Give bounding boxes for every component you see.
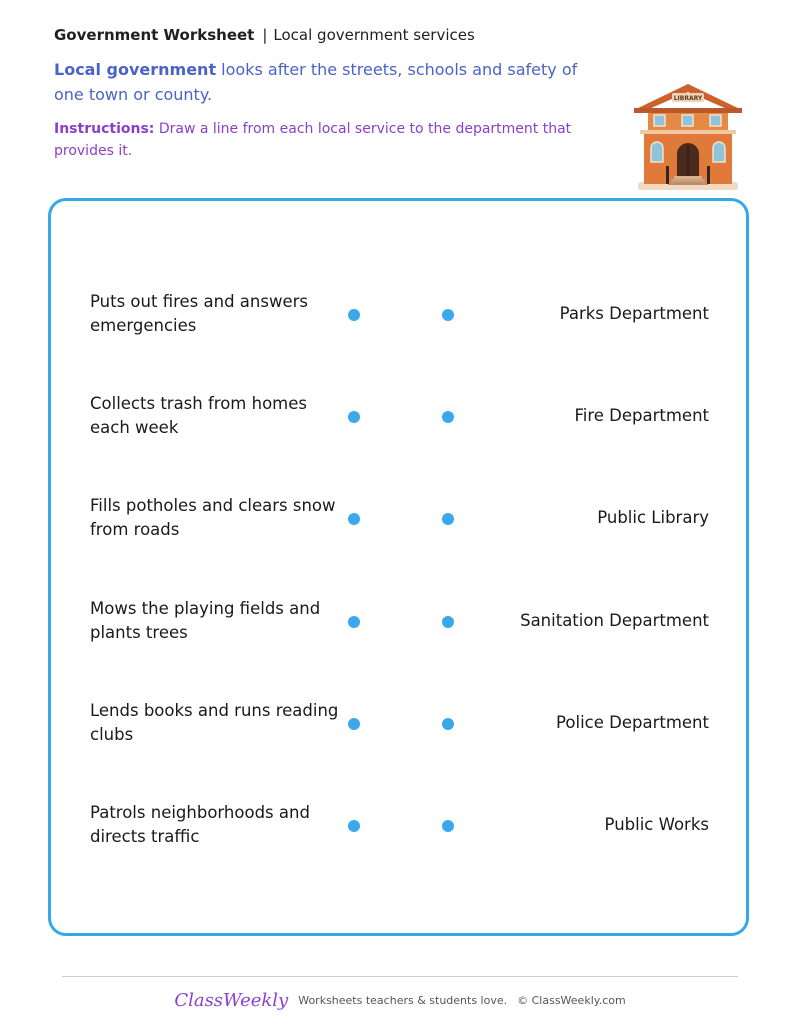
intro-highlight: Local government [54,60,217,79]
department-item: Public Works [604,815,709,834]
matching-row [51,699,746,759]
service-item: Fills potholes and clears snow from roads [90,496,336,539]
header-separator: | [262,26,268,44]
service-item: Patrols neighborhoods and directs traffic [90,803,310,846]
worksheet-header [54,26,475,44]
department-item: Parks Department [559,304,709,323]
instructions-text: Draw a line from each local service to the department that provides it. [54,121,572,159]
instructions [54,118,574,162]
worksheet-title: Government Worksheet [54,26,255,44]
footer-tagline: Worksheets teachers & students love. [298,994,508,1007]
matching-row [51,392,746,452]
matching-row [51,801,746,861]
service-connection-dot[interactable] [348,513,360,525]
service-connection-dot[interactable] [348,718,360,730]
footer [0,990,800,1011]
service-connection-dot[interactable] [348,616,360,628]
department-connection-dot[interactable] [442,411,454,423]
department-item: Police Department [556,713,709,732]
worksheet-subtitle: Local government services [273,26,475,44]
service-item: Puts out fires and answers emergencies [90,292,308,335]
matching-row [51,494,746,554]
department-connection-dot[interactable] [442,513,454,525]
department-connection-dot[interactable] [442,616,454,628]
service-connection-dot[interactable] [348,411,360,423]
intro-text: looks after the streets, schools and safety of one town or county. [54,60,578,104]
department-item: Fire Department [574,406,709,425]
footer-copyright: © ClassWeekly.com [517,994,626,1007]
service-item: Collects trash from homes each week [90,394,307,437]
department-item: Sanitation Department [520,611,709,630]
brand-logo: ClassWeekly [174,990,289,1011]
library-sign: LIBRARY [673,95,703,102]
department-connection-dot[interactable] [442,309,454,321]
department-connection-dot[interactable] [442,820,454,832]
service-connection-dot[interactable] [348,820,360,832]
matching-panel [48,198,749,936]
instructions-label: Instructions: [54,121,155,137]
department-item: Public Library [597,508,709,527]
library-building-icon [630,78,746,194]
service-connection-dot[interactable] [348,309,360,321]
department-connection-dot[interactable] [442,718,454,730]
service-item: Mows the playing fields and plants trees [90,599,321,642]
footer-divider [62,976,738,977]
service-item: Lends books and runs reading clubs [90,701,339,744]
intro-paragraph [54,57,594,107]
matching-row [51,290,746,350]
matching-row [51,597,746,657]
